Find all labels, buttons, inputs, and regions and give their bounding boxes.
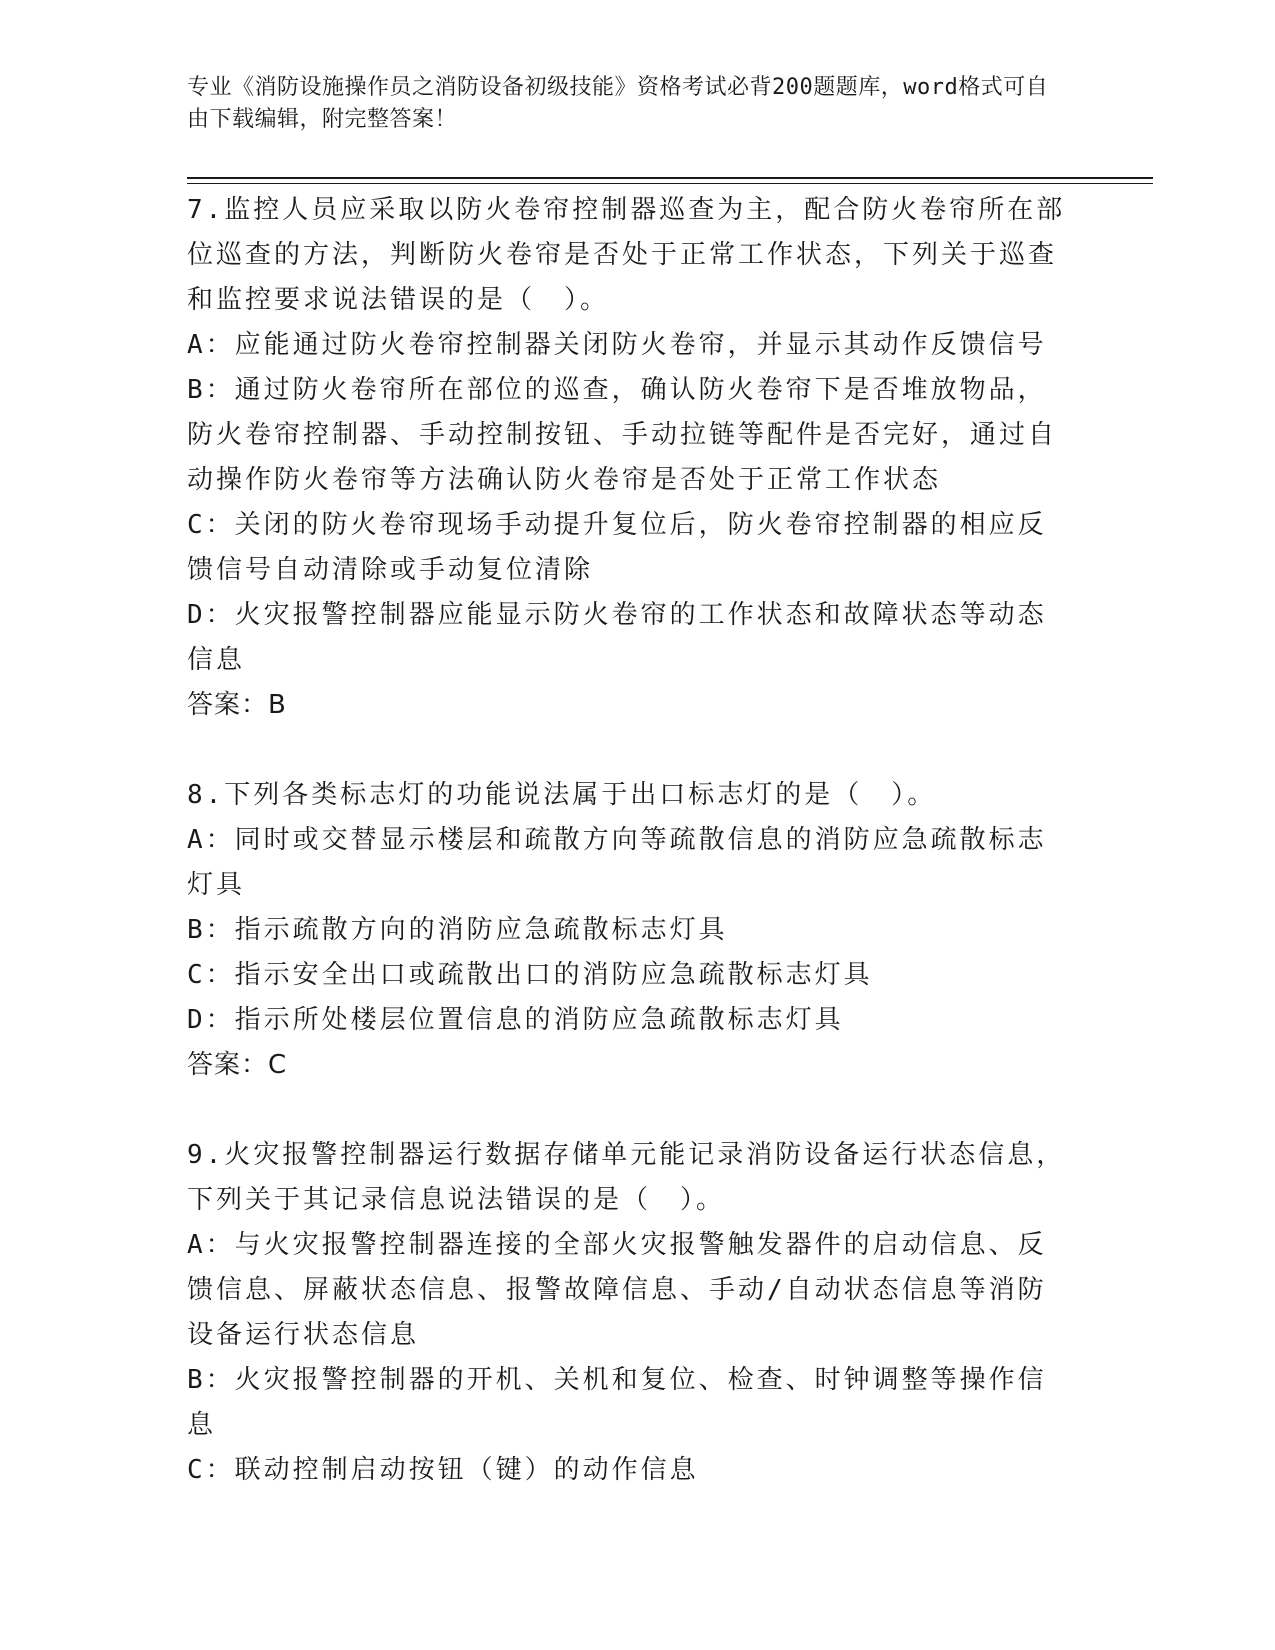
header-divider-thin: [187, 183, 1153, 184]
question-8: [187, 773, 1072, 1088]
question-stem: 9.火灾报警控制器运行数据存储单元能记录消防设备运行状态信息，下列关于其记录信息说法错误的是（ ）。: [187, 1140, 1066, 1215]
answer-label: 答案：B: [187, 690, 287, 720]
option-b: B：指示疏散方向的消防应急疏散标志灯具: [187, 915, 728, 945]
question-9: [187, 1133, 1072, 1493]
document-header: 专业《消防设施操作员之消防设备初级技能》资格考试必背200题题库，word格式可自由下载编辑，附完整答案！: [187, 75, 1049, 132]
option-c: C：联动控制启动按钮（键）的动作信息: [187, 1455, 699, 1485]
option-b: B：通过防火卷帘所在部位的巡查，确认防火卷帘下是否堆放物品，防火卷帘控制器、手动控制按钮、手动拉链等配件是否完好，通过自动操作防火卷帘等方法确认防火卷帘是否处于正常工作状态: [187, 375, 1058, 495]
option-c: C：指示安全出口或疏散出口的消防应急疏散标志灯具: [187, 960, 873, 990]
question-stem: 8.下列各类标志灯的功能说法属于出口标志灯的是（ ）。: [187, 780, 937, 810]
option-d: D：火灾报警控制器应能显示防火卷帘的工作状态和故障状态等动态信息: [187, 600, 1047, 675]
question-7: [187, 188, 1072, 728]
option-a: A：与火灾报警控制器连接的全部火灾报警触发器件的启动信息、反馈信息、屏蔽状态信息、报警故障信息、手动/自动状态信息等消防设备运行状态信息: [187, 1230, 1047, 1350]
option-d: D：指示所处楼层位置信息的消防应急疏散标志灯具: [187, 1005, 844, 1035]
question-stem: 7.监控人员应采取以防火卷帘控制器巡查为主，配合防火卷帘所在部位巡查的方法，判断防火卷帘是否处于正常工作状态，下列关于巡查和监控要求说法错误的是（ ）。: [187, 195, 1066, 315]
option-a: A：应能通过防火卷帘控制器关闭防火卷帘，并显示其动作反馈信号: [187, 330, 1047, 360]
header-divider-thick: [187, 177, 1153, 179]
answer-label: 答案：C: [187, 1050, 288, 1080]
option-c: C：关闭的防火卷帘现场手动提升复位后，防火卷帘控制器的相应反馈信号自动清除或手动复位清除: [187, 510, 1047, 585]
option-a: A：同时或交替显示楼层和疏散方向等疏散信息的消防应急疏散标志灯具: [187, 825, 1047, 900]
option-b: B：火灾报警控制器的开机、关机和复位、检查、时钟调整等操作信息: [187, 1365, 1047, 1440]
question-list: [187, 188, 1072, 1493]
